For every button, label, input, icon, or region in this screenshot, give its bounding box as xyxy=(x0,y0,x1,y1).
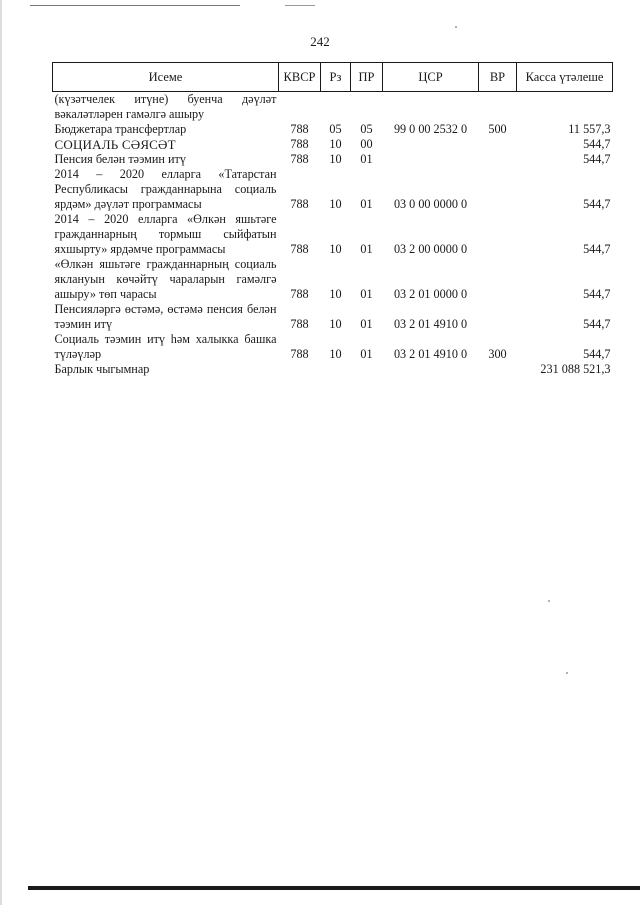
cell-csr: 03 2 00 0000 0 xyxy=(393,242,468,256)
cell-rz: 10 xyxy=(329,317,342,331)
cell-csr xyxy=(383,137,479,152)
table-row xyxy=(53,212,613,257)
header-vr: ВР xyxy=(479,63,517,92)
cell-name: 2014 – 2020 елларга «Өлкән яшьтәге гражданнарның тормыш сыйфатын яхшырту» ярдәмче программасы xyxy=(54,212,277,256)
cell-pr: 01 xyxy=(360,287,373,301)
cell-pr: 01 xyxy=(360,152,373,166)
cell-name: СОЦИАЛЬ СӘЯСӘТ xyxy=(54,137,176,152)
cell-kvsr: 788 xyxy=(290,137,309,151)
budget-table xyxy=(52,62,613,377)
cell-csr xyxy=(383,152,479,167)
cell-kvsr: 788 xyxy=(290,347,309,361)
cell-sum: 544,7 xyxy=(583,242,611,256)
table-header-row xyxy=(53,63,613,92)
cell-sum: 544,7 xyxy=(583,317,611,331)
cell-name: Пенсия белән тәэмин итү xyxy=(54,152,186,166)
cell-sum: 544,7 xyxy=(583,137,611,151)
cell-rz: 05 xyxy=(329,122,342,136)
cell-vr xyxy=(479,137,517,152)
cell-csr: 03 2 01 4910 0 xyxy=(393,347,468,361)
table-row xyxy=(53,122,613,137)
cell-name: Социаль тәэмин итү һәм халыкка башка түләүләр xyxy=(54,332,277,361)
cell-sum: 544,7 xyxy=(583,197,611,211)
cell-csr: 03 2 01 4910 0 xyxy=(393,317,468,331)
table-row xyxy=(53,257,613,302)
table-row xyxy=(53,332,613,362)
cell-csr: 03 0 00 0000 0 xyxy=(393,197,468,211)
header-rz: Рз xyxy=(321,63,351,92)
cell-sum: 544,7 xyxy=(583,347,611,361)
cell-name: Бюджетара трансфертлар xyxy=(54,122,187,136)
header-sum: Касса үтәлеше xyxy=(517,63,613,92)
cell-vr xyxy=(479,212,517,257)
cell-name: (күзәтчелек итүне) буенча дәүләт вәкаләтләрен гамәлгә ашыру xyxy=(54,92,277,121)
cell-pr: 01 xyxy=(360,197,373,211)
total-sum: 231 088 521,3 xyxy=(540,362,611,376)
cell-csr: 99 0 00 2532 0 xyxy=(393,122,468,136)
cell-csr xyxy=(383,92,479,123)
header-pr: ПР xyxy=(351,63,383,92)
cell-pr: 01 xyxy=(360,317,373,331)
cell-rz: 10 xyxy=(329,287,342,301)
cell-vr xyxy=(479,302,517,332)
cell-pr: 05 xyxy=(360,122,373,136)
cell-pr: 01 xyxy=(360,242,373,256)
cell-name: Пенсияләргә өстәмә, өстәмә пенсия белән тәэмин итү xyxy=(54,302,277,331)
table-row xyxy=(53,167,613,212)
cell-pr: 00 xyxy=(360,137,373,151)
cell-vr xyxy=(479,92,517,123)
cell-rz: 10 xyxy=(329,242,342,256)
cell-kvsr xyxy=(279,92,321,123)
total-label: Барлык чыгымнар xyxy=(54,362,150,376)
cell-kvsr: 788 xyxy=(290,122,309,136)
table-row xyxy=(53,92,613,123)
cell-kvsr: 788 xyxy=(290,287,309,301)
header-kvsr: КВСР xyxy=(279,63,321,92)
scan-left-edge xyxy=(0,0,2,905)
header-csr: ЦСР xyxy=(383,63,479,92)
cell-sum: 11 557,3 xyxy=(568,122,611,136)
cell-kvsr: 788 xyxy=(290,152,309,166)
cell-name: «Өлкән яшьтәге гражданнарның социаль яклануын көчәйтү чараларын гамәлгә ашыру» төп чарасы xyxy=(54,257,277,301)
cell-rz: 10 xyxy=(329,137,342,151)
cell-vr: 500 xyxy=(488,122,507,136)
scan-bottom-edge xyxy=(28,886,640,890)
cell-sum xyxy=(517,92,613,123)
scan-speck xyxy=(548,600,550,602)
cell-kvsr: 788 xyxy=(290,242,309,256)
scan-speck xyxy=(566,672,568,674)
cell-name: 2014 – 2020 елларга «Татарстан Республикасы гражданнарына социаль ярдәм» дәүләт программасы xyxy=(54,167,277,211)
table-body xyxy=(53,92,613,378)
cell-vr xyxy=(479,152,517,167)
scan-speck xyxy=(455,26,457,28)
header-name: Исеме xyxy=(53,63,279,92)
cell-vr xyxy=(479,257,517,302)
cell-pr xyxy=(351,92,383,123)
cell-sum: 544,7 xyxy=(583,287,611,301)
cell-rz: 10 xyxy=(329,152,342,166)
table-row xyxy=(53,137,613,152)
table-row xyxy=(53,302,613,332)
table-row xyxy=(53,152,613,167)
cell-sum: 544,7 xyxy=(583,152,611,166)
cell-rz: 10 xyxy=(329,197,342,211)
cell-csr: 03 2 01 0000 0 xyxy=(393,287,468,301)
cell-vr xyxy=(479,167,517,212)
cell-kvsr: 788 xyxy=(290,197,309,211)
page-number: 242 xyxy=(310,34,330,49)
cell-vr: 300 xyxy=(488,347,507,361)
cell-rz: 10 xyxy=(329,347,342,361)
scan-top-edge xyxy=(0,0,640,14)
cell-rz xyxy=(321,92,351,123)
cell-kvsr: 788 xyxy=(290,317,309,331)
cell-pr: 01 xyxy=(360,347,373,361)
total-row xyxy=(53,362,613,377)
